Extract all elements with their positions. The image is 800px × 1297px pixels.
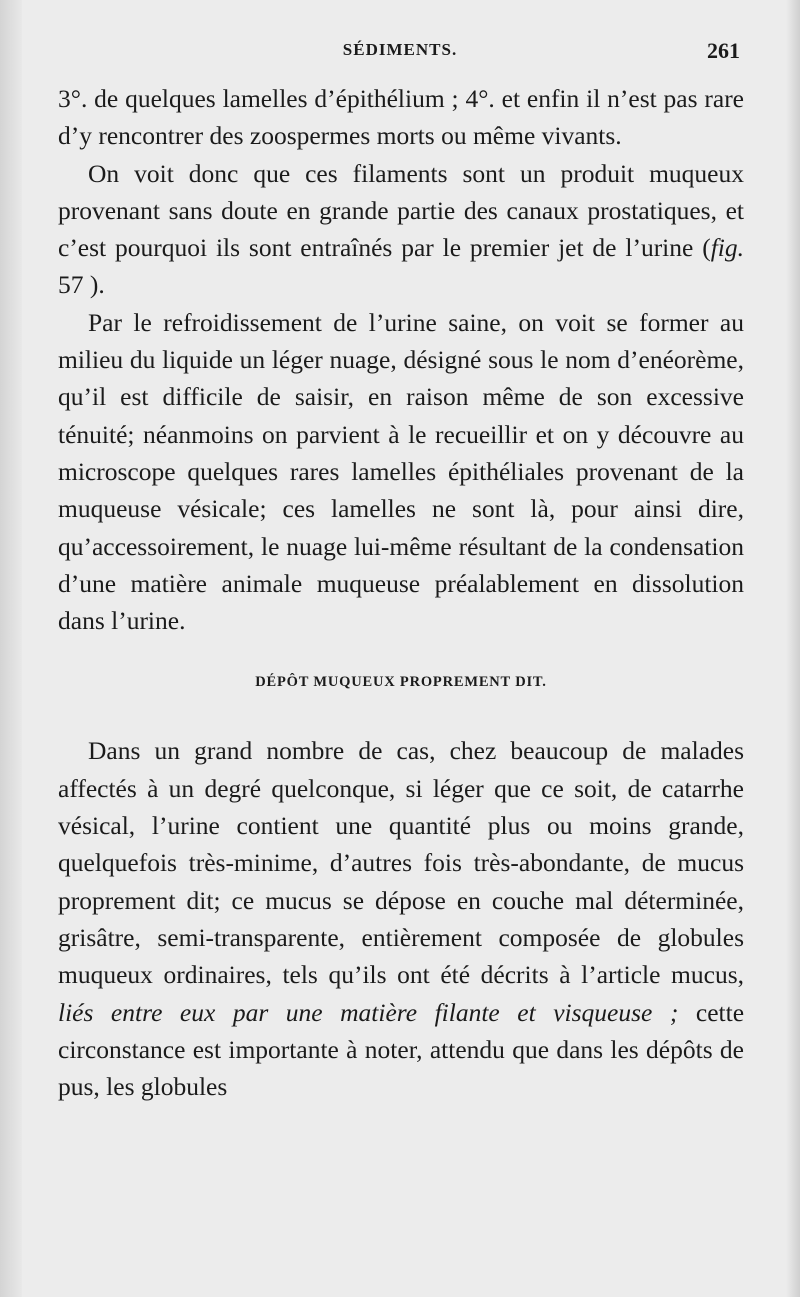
paragraph-2-text: On voit donc que ces filaments sont un produit muqueux provenant sans doute en grande partie des canaux prostatiques, et c’est pourquoi ils sont entraînés par le premier jet de l’urine (: [58, 158, 744, 263]
paragraph-4-text: Dans un grand nombre de cas, chez beaucoup de malades affectés à un degré quelconque, si léger que ce soit, de catarrhe vésical, l’urine contient une quantité plus ou moins grande, quelquefois très-minime, d’autres fois très-abondante, de mucus proprement dit; ce mucus se dépose en couche mal déterminée, grisâtre, semi-transparente, entièrement composée de globules muqueux ordinaires, tels qu’ils ont été décrits à l’article mucus,: [58, 736, 744, 990]
paragraph-4-italic: liés entre eux par une matière filante et visqueuse ;: [58, 997, 679, 1027]
body-text: [58, 80, 744, 1105]
running-title: SÉDIMENTS.: [342, 40, 458, 59]
paragraph-3: Par le refroidissement de l’urine saine, on voit se former au milieu du liquide un léger nuage, désigné sous le nom d’enéorème, qu’il est difficile de saisir, en raison même de son excessive ténuité; néanmoins on parvient à le recueillir et on y découvre au microscope quelques rares lamelles épithéliales provenant de la muqueuse vésicale; ces lamelles ne sont là, pour ainsi dire, qu’accessoirement, le nuage lui-même résultant de la condensation d’une matière animale muqueuse préalablement en dissolution dans l’urine.: [58, 307, 744, 636]
paragraph-4: [58, 732, 744, 1105]
page-shadow-left: [0, 0, 22, 1297]
paragraph-2: [58, 155, 744, 304]
section-heading: DÉPÔT MUQUEUX PROPREMENT DIT.: [255, 674, 547, 691]
paragraph-2-end: 57 ).: [58, 270, 105, 300]
page-number: 261: [707, 38, 740, 63]
paragraph-1: 3°. de quelques lamelles d’épithélium ; 4°. et enfin il n’est pas rare d’y rencontrer des zoospermes morts ou même vivants.: [58, 84, 744, 151]
page-shadow-right: [786, 0, 800, 1297]
figure-reference: fig.: [710, 233, 744, 263]
page-header: [58, 40, 742, 74]
paragraph-4-end: cette circonstance est importante à noter, attendu que dans les dépôts de pus, les globules: [58, 997, 745, 1102]
